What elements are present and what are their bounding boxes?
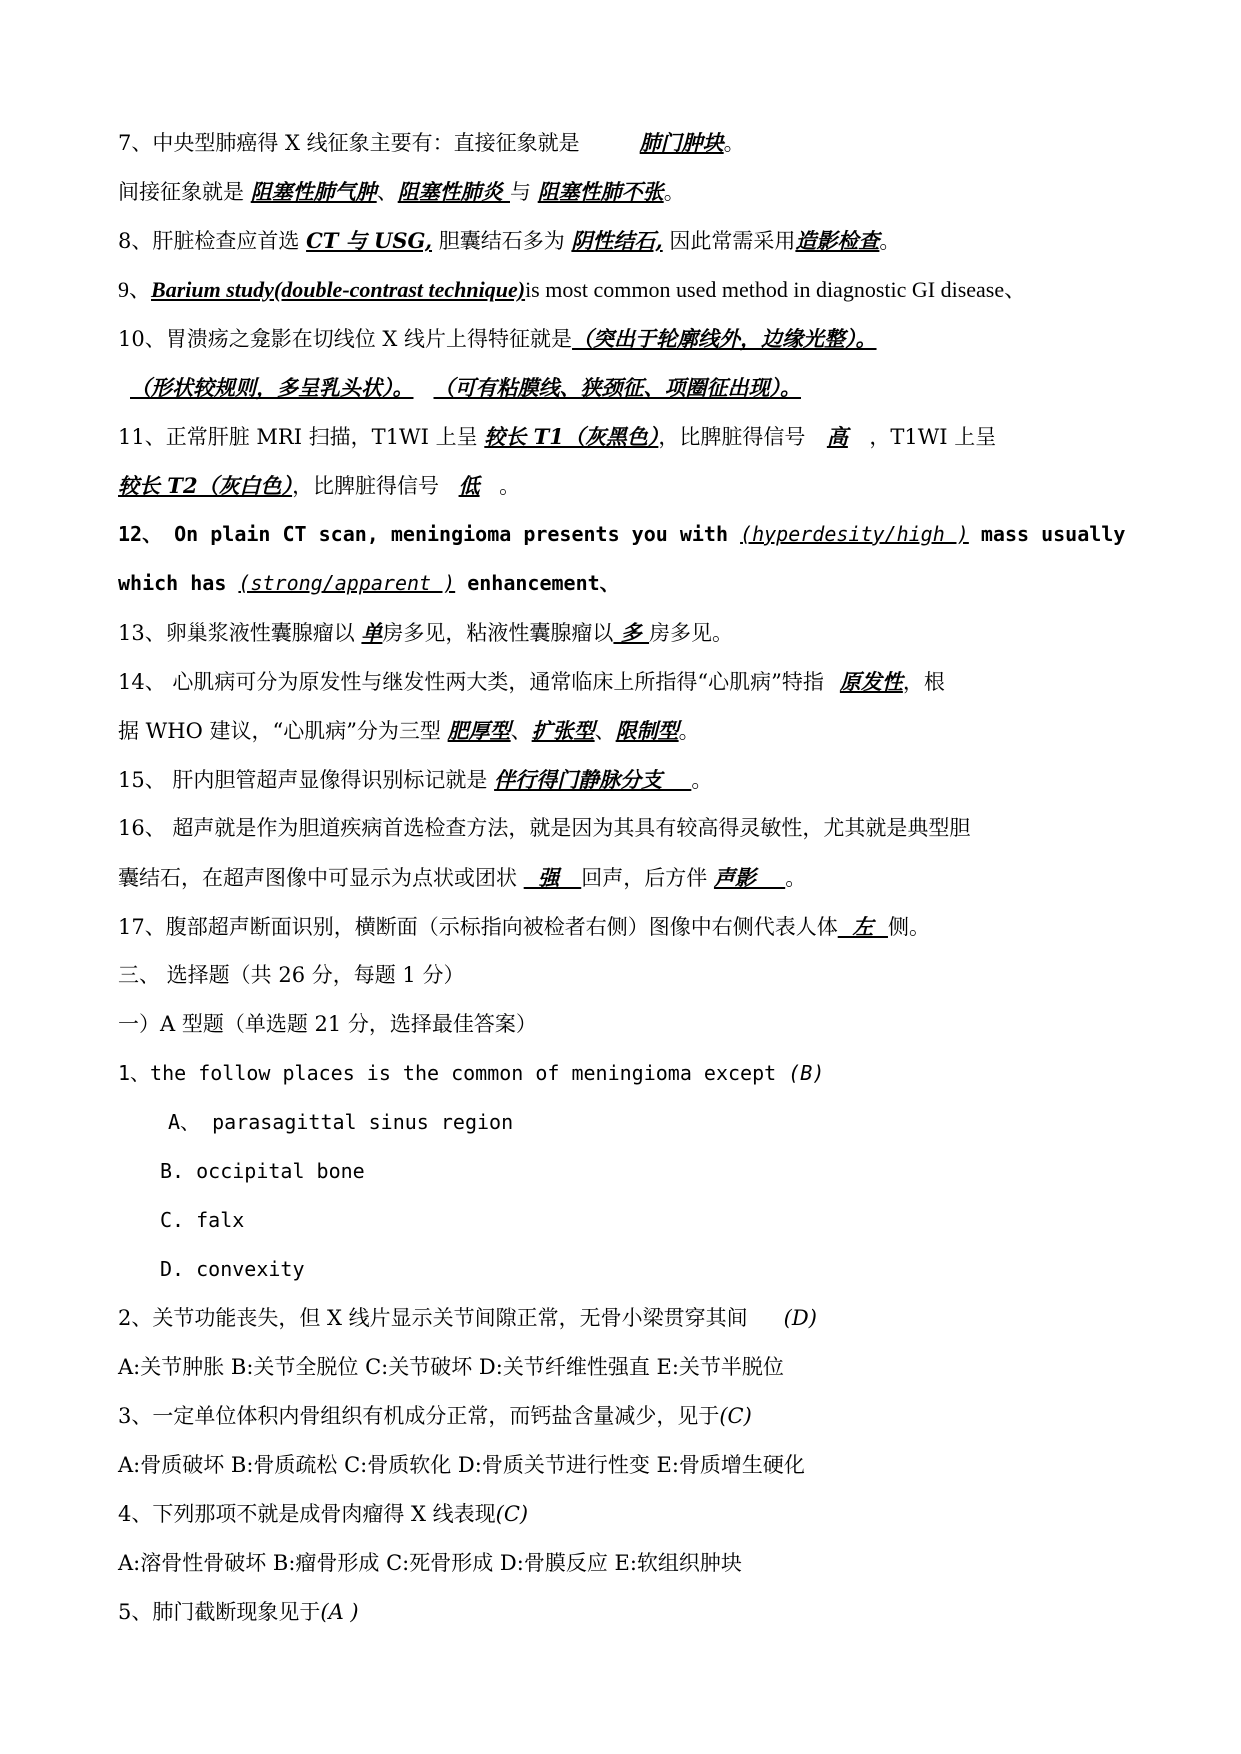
q11-mid-3: ，比脾脏得信号	[292, 474, 440, 498]
q12-answer-2: (strong/apparent )	[238, 571, 456, 595]
q7-end-2: 。	[663, 180, 685, 204]
q16-answer-1: 强	[523, 865, 582, 890]
q11-answer-4: 低	[458, 473, 480, 498]
q7-line1	[118, 118, 1128, 167]
q10-answer-1: （突出于轮廓线外，边缘光整）。	[572, 326, 877, 351]
q7-answer-1: 肺门肿块	[639, 130, 724, 155]
q14-answer-2: 肥厚型	[447, 718, 511, 743]
q12-end: enhancement、	[467, 571, 620, 595]
q12-line2	[118, 559, 1128, 608]
q12-prefix: 12、 On plain CT scan, meningioma presents you with	[118, 522, 729, 546]
q14-end-2: 。	[678, 719, 700, 743]
q13-answer-1: 单	[361, 620, 383, 645]
q16-line1-text: 16、 超声就是作为胆道疾病首选检查方法，就是因为其具有较高得灵敏性，尤其就是典型胆	[118, 816, 971, 840]
q7-sep: 、	[376, 180, 398, 204]
q7-prefix: 7、中央型肺癌得 X 线征象主要有：直接征象就是	[118, 131, 580, 155]
q14-line2-prefix: 据 WHO 建议，“心肌病”分为三型	[118, 719, 441, 743]
q16-mid: 回声，后方伴	[581, 866, 708, 890]
q10-prefix: 10、胃溃疡之龛影在切线位 X 线片上得特征就是	[118, 327, 573, 351]
q7-line2-prefix: 间接征象就是	[118, 180, 244, 204]
q7-line2	[118, 167, 1128, 216]
q14-answer-3: 扩张型	[531, 718, 595, 743]
q11-line2	[118, 461, 1128, 510]
mc4-answer: (C)	[495, 1502, 529, 1526]
mc5-stem-line	[118, 1588, 1128, 1637]
q8-answer-2: 阴性结石,	[571, 228, 663, 253]
mc2-stem-line	[118, 1294, 1128, 1343]
q15-end: 。	[691, 768, 713, 792]
q11-answer-1: 较长 T1（灰黑色）	[484, 424, 659, 449]
mc4-stem-line	[118, 1490, 1128, 1539]
q7-and: 与	[510, 180, 538, 204]
q14-answer-4: 限制型	[615, 718, 679, 743]
q15-line	[118, 755, 1128, 804]
mc5-answer: (A )	[320, 1600, 359, 1624]
mc1-option-b: B. occipital bone	[160, 1159, 365, 1183]
mc4-stem: 4、下列那项不就是成骨肉瘤得 X 线表现	[118, 1502, 496, 1526]
q9-rest: is most common used method in diagnostic GI disease、	[525, 277, 1027, 302]
q13-line	[118, 608, 1128, 657]
q17-answer: 左	[837, 914, 888, 939]
q14-prefix: 14、 心肌病可分为原发性与继发性两大类，通常临床上所指得“心肌病”特指	[118, 670, 824, 694]
mc1-stem-line	[118, 1049, 1128, 1098]
q16-end: 。	[785, 866, 807, 890]
mc1-stem: 1、the follow places is the common of meningioma except	[118, 1061, 777, 1085]
mc3-stem: 3、一定单位体积内骨组织有机成分正常，而钙盐含量减少，见于	[118, 1404, 720, 1428]
q16-line2	[118, 853, 1128, 902]
q14-sep-2: 、	[594, 719, 616, 743]
q12-line1	[118, 510, 1128, 559]
q7-answer-4: 阻塞性肺不张	[537, 179, 664, 204]
q11-line1	[118, 412, 1128, 461]
mc2-options: A:关节肿胀 B:关节全脱位 C:关节破坏 D:关节纤维性强直 E:关节半脱位	[118, 1355, 784, 1379]
q8-answer-1: CT 与 USG,	[306, 228, 433, 253]
q10-line1	[118, 314, 1128, 363]
q7-end-1: 。	[723, 131, 745, 155]
q14-sep-1: 、	[510, 719, 532, 743]
q16-answer-2: 声影	[713, 865, 786, 890]
mc2-stem: 2、关节功能丧失，但 X 线片显示关节间隙正常，无骨小梁贯穿其间	[118, 1306, 748, 1330]
mc1-option-a: A、 parasagittal sinus region	[168, 1110, 514, 1134]
mc4-options: A:溶骨性骨破坏 B:瘤骨形成 C:死骨形成 D:骨膜反应 E:软组织肿块	[118, 1551, 742, 1575]
q10-line2	[118, 363, 1128, 412]
q12-line2-prefix: which has	[118, 571, 227, 595]
q17-line	[118, 902, 1128, 951]
q10-answer-2: （形状较规则，多呈乳头状）。	[130, 375, 414, 400]
q11-mid-2: ，T1WI 上呈	[869, 425, 997, 449]
q14-line2	[118, 706, 1128, 755]
mc5-stem: 5、肺门截断现象见于	[118, 1600, 321, 1624]
q14-line1	[118, 657, 1128, 706]
q11-mid: ，比脾脏得信号	[658, 425, 806, 449]
mc1-option-c: C. falx	[160, 1208, 245, 1232]
q13-mid: 房多见，粘液性囊腺瘤以	[382, 621, 614, 645]
q8-mid: 胆囊结石多为	[438, 229, 565, 253]
q11-answer-3: 较长 T2（灰白色）	[118, 473, 293, 498]
q7-answer-3: 阻塞性肺炎	[397, 179, 510, 204]
q16-line2-prefix: 囊结石，在超声图像中可显示为点状或团状	[118, 866, 517, 890]
mc2-answer: (D)	[783, 1306, 817, 1330]
q15-prefix: 15、 肝内胆管超声显像得识别标记就是	[118, 768, 488, 792]
q11-end: 。	[499, 474, 521, 498]
q7-answer-2: 阻塞性肺气肿	[250, 179, 377, 204]
mc3-stem-line	[118, 1392, 1128, 1441]
q12-answer-1: (hyperdesity/high )	[740, 522, 969, 546]
section-a-heading: 一）A 型题（单选题 21 分，选择最佳答案）	[118, 1012, 537, 1036]
q8-prefix: 8、肝脏检查应首选	[118, 229, 300, 253]
q13-end: 房多见。	[649, 621, 734, 645]
mc1-option-d: D. convexity	[160, 1257, 305, 1281]
q9-answer: Barium study(double-contrast technique)	[151, 277, 526, 302]
q11-prefix: 11、正常肝脏 MRI 扫描，T1WI 上呈	[118, 425, 478, 449]
q12-mid: mass usually	[980, 522, 1126, 546]
mc1-answer: (B)	[788, 1061, 825, 1085]
q9-line	[118, 265, 1128, 314]
q10-answer-3: （可有粘膜线、狭颈征、项圈征出现）。	[433, 375, 801, 400]
q17-end: 侧。	[887, 915, 930, 939]
section-3-heading: 三、 选择题（共 26 分，每题 1 分）	[118, 963, 465, 987]
q9-number: 9、	[118, 277, 152, 302]
document-page	[118, 118, 1128, 1637]
q8-end: 。	[879, 229, 901, 253]
q16-line1	[118, 804, 1128, 853]
q15-answer: 伴行得门静脉分支	[494, 767, 692, 792]
q14-end-1: ，根	[902, 670, 945, 694]
q8-line	[118, 216, 1128, 265]
q13-prefix: 13、卵巢浆液性囊腺瘤以	[118, 621, 355, 645]
q14-answer-1: 原发性	[839, 669, 903, 694]
q8-answer-3: 造影检查	[795, 228, 880, 253]
q11-answer-2: 高	[826, 424, 848, 449]
mc3-options: A:骨质破坏 B:骨质疏松 C:骨质软化 D:骨质关节进行性变 E:骨质增生硬化	[118, 1453, 805, 1477]
q13-answer-2: 多	[613, 620, 650, 645]
mc3-answer: (C)	[719, 1404, 752, 1428]
q8-mid-2: 因此常需采用	[669, 229, 796, 253]
q17-prefix: 17、腹部超声断面识别，横断面（示标指向被检者右侧）图像中右侧代表人体	[118, 915, 838, 939]
